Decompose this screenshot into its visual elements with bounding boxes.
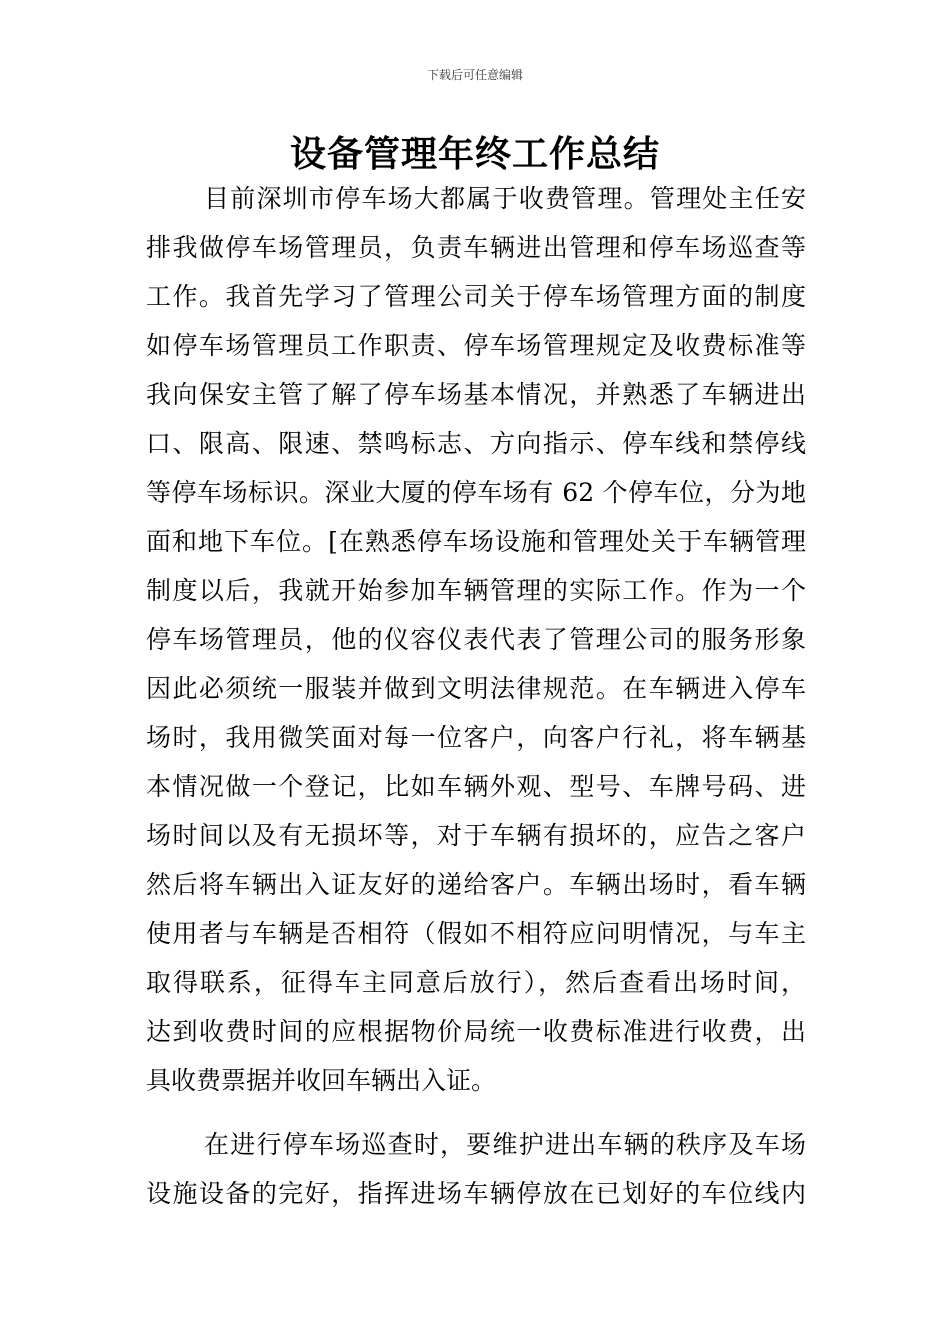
text-line: 使用者与车辆是否相符（假如不相符应问明情况，与车主 <box>146 919 806 948</box>
text-line: 场时间以及有无损坏等，对于车辆有损坏的，应告之客户 <box>146 821 806 850</box>
text-line: 口、限高、限速、禁鸣标志、方向指示、停车线和禁停线 <box>146 429 806 458</box>
header-note: 下载后可任意编辑 <box>426 68 523 82</box>
text-line: 具收费票据并收回车辆出入证。 <box>146 1066 497 1095</box>
text-line: 目前深圳市停车场大都属于收费管理。管理处主任安 <box>204 184 806 213</box>
text-line: 制度以后，我就开始参加车辆管理的实际工作。作为一个 <box>146 576 806 605</box>
text-line: 然后将车辆出入证友好的递给客户。车辆出场时，看车辆 <box>146 870 806 899</box>
paragraph-2 <box>146 1120 806 1218</box>
text-line: 因此必须统一服装并做到文明法律规范。在车辆进入停车 <box>146 674 806 703</box>
text-line: 停车场管理员，他的仪容仪表代表了管理公司的服务形象 <box>146 625 806 654</box>
text-line: 等停车场标识。深业大厦的停车场有 62 个停车位，分为地 <box>146 478 806 507</box>
paragraph-1 <box>146 174 806 1105</box>
text-line: 我向保安主管了解了停车场基本情况，并熟悉了车辆进出 <box>146 380 806 409</box>
text-line: 排我做停车场管理员，负责车辆进出管理和停车场巡查等 <box>146 233 806 262</box>
document-title: 设备管理年终工作总结 <box>289 134 660 175</box>
text-line: 场时，我用微笑面对每一位客户，向客户行礼，将车辆基 <box>146 723 806 752</box>
text-line: 设施设备的完好，指挥进场车辆停放在已划好的车位线内 <box>146 1179 806 1208</box>
text-line: 面和地下车位。[在熟悉停车场设施和管理处关于车辆管理 <box>146 527 806 556</box>
text-line: 本情况做一个登记，比如车辆外观、型号、车牌号码、进 <box>146 772 806 801</box>
text-line: 达到收费时间的应根据物价局统一收费标准进行收费，出 <box>146 1017 806 1046</box>
text-line: 如停车场管理员工作职责、停车场管理规定及收费标准等 <box>146 331 806 360</box>
text-line: 工作。我首先学习了管理公司关于停车场管理方面的制度 <box>146 282 806 311</box>
text-line: 取得联系，征得车主同意后放行），然后查看出场时间， <box>146 968 806 997</box>
text-line: 在进行停车场巡查时，要维护进出车辆的秩序及车场 <box>204 1130 806 1159</box>
